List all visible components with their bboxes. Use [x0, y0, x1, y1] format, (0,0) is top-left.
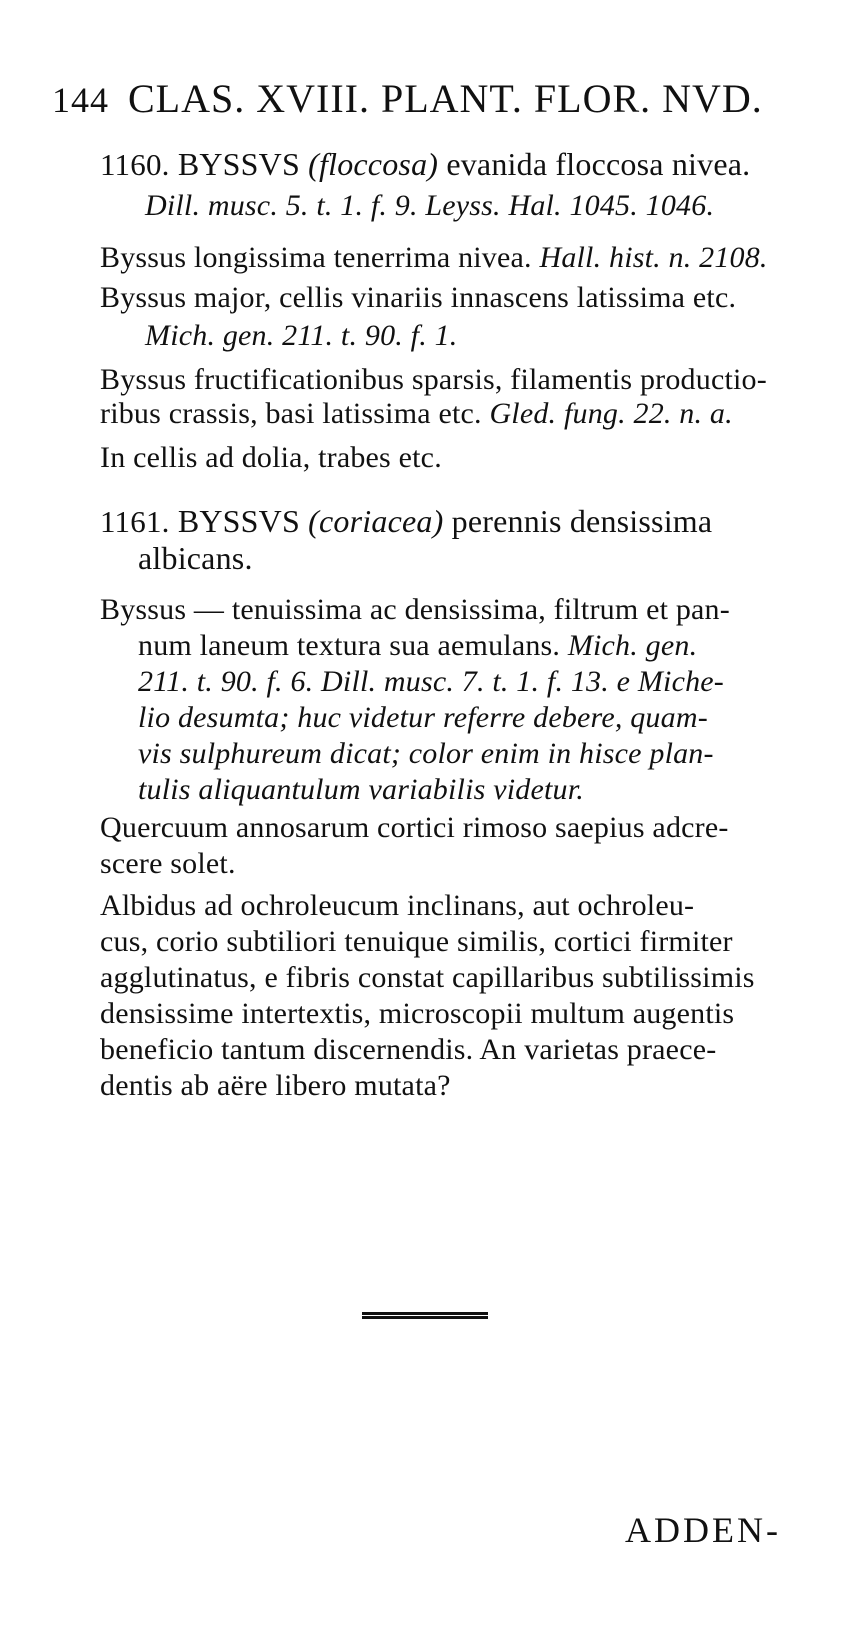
- entry-1161-habitat-2: scere solet.: [100, 847, 236, 880]
- synonym-reference: Gled. fung. 22. n. a.: [489, 397, 733, 430]
- entry-1160-line7: [100, 396, 733, 432]
- entry-1160-line6: Byssus fructificationibus sparsis, filamentis productio-: [100, 363, 767, 396]
- entry-1161-syn3: 211. t. 90. f. 6. Dill. musc. 7. t. 1. f. 13. e Miche-: [138, 665, 724, 698]
- synonym-text: ribus crassis, basi latissima etc.: [100, 397, 482, 430]
- diagnosis: evanida floccosa nivea.: [446, 146, 751, 182]
- entry-1161-syn5: vis sulphureum dicat; color enim in hisce plan-: [138, 737, 714, 770]
- entry-1160-habitat: In cellis ad dolia, trabes etc.: [100, 441, 442, 474]
- entry-1161-heading: [100, 503, 712, 540]
- end-rule: [362, 1312, 488, 1319]
- entry-number: 1160.: [100, 147, 170, 182]
- entry-1160-line5: Mich. gen. 211. t. 90. f. 1.: [145, 319, 458, 352]
- entry-1160-line4: Byssus major, cellis vinariis innascens latissima etc.: [100, 281, 737, 314]
- entry-1161-syn6: tulis aliquantulum variabilis videtur.: [138, 773, 584, 806]
- entry-1161-syn4: lio desumta; huc videtur referre debere, quam-: [138, 701, 708, 734]
- entry-1161-desc-5: beneficio tantum discernendis. An varietas praece-: [100, 1033, 717, 1066]
- entry-1161-desc-6: dentis ab aëre libero mutata?: [100, 1069, 451, 1102]
- entry-1161-diagnosis-cont: albicans.: [138, 540, 253, 576]
- entry-1161-desc-3: agglutinatus, e fibris constat capillaribus subtilissimis: [100, 961, 755, 994]
- synonym-reference: Hall. hist. n. 2108.: [539, 241, 768, 274]
- catchword: ADDEN-: [625, 1510, 781, 1550]
- entry-1161-habitat-1: Quercuum annosarum cortici rimoso saepius adcre-: [100, 811, 729, 844]
- genus-name: BYSSVS: [177, 503, 300, 539]
- species-epithet: (coriacea): [308, 503, 444, 539]
- entry-1161-syn1: Byssus — tenuissima ac densissima, filtrum et pan-: [100, 593, 730, 626]
- entry-1160-line2: Dill. musc. 5. t. 1. f. 9. Leyss. Hal. 1045. 1046.: [145, 189, 715, 222]
- synonym-text: num laneum textura sua aemulans.: [138, 629, 561, 662]
- page-number: 144: [52, 80, 109, 120]
- species-epithet: (floccosa): [308, 146, 439, 182]
- entry-1161-syn2: [138, 628, 697, 664]
- synonym-reference: Mich. gen.: [567, 629, 698, 662]
- entry-1160-heading: [100, 146, 750, 183]
- running-header: [52, 76, 763, 123]
- synonym-text: Byssus longissima tenerrima nivea.: [100, 241, 532, 274]
- entry-1160-line3: [100, 240, 768, 276]
- diagnosis: perennis densissima: [451, 503, 713, 539]
- entry-1161-desc-2: cus, corio subtiliori tenuique similis, cortici firmiter: [100, 925, 733, 958]
- entry-1161-desc-4: densissime intertextis, microscopii multum augentis: [100, 997, 735, 1030]
- running-title: CLAS. XVIII. PLANT. FLOR. NVD.: [128, 76, 763, 121]
- entry-number: 1161.: [100, 504, 170, 539]
- genus-name: BYSSVS: [177, 146, 300, 182]
- entry-1161-desc-1: Albidus ad ochroleucum inclinans, aut ochroleu-: [100, 889, 695, 922]
